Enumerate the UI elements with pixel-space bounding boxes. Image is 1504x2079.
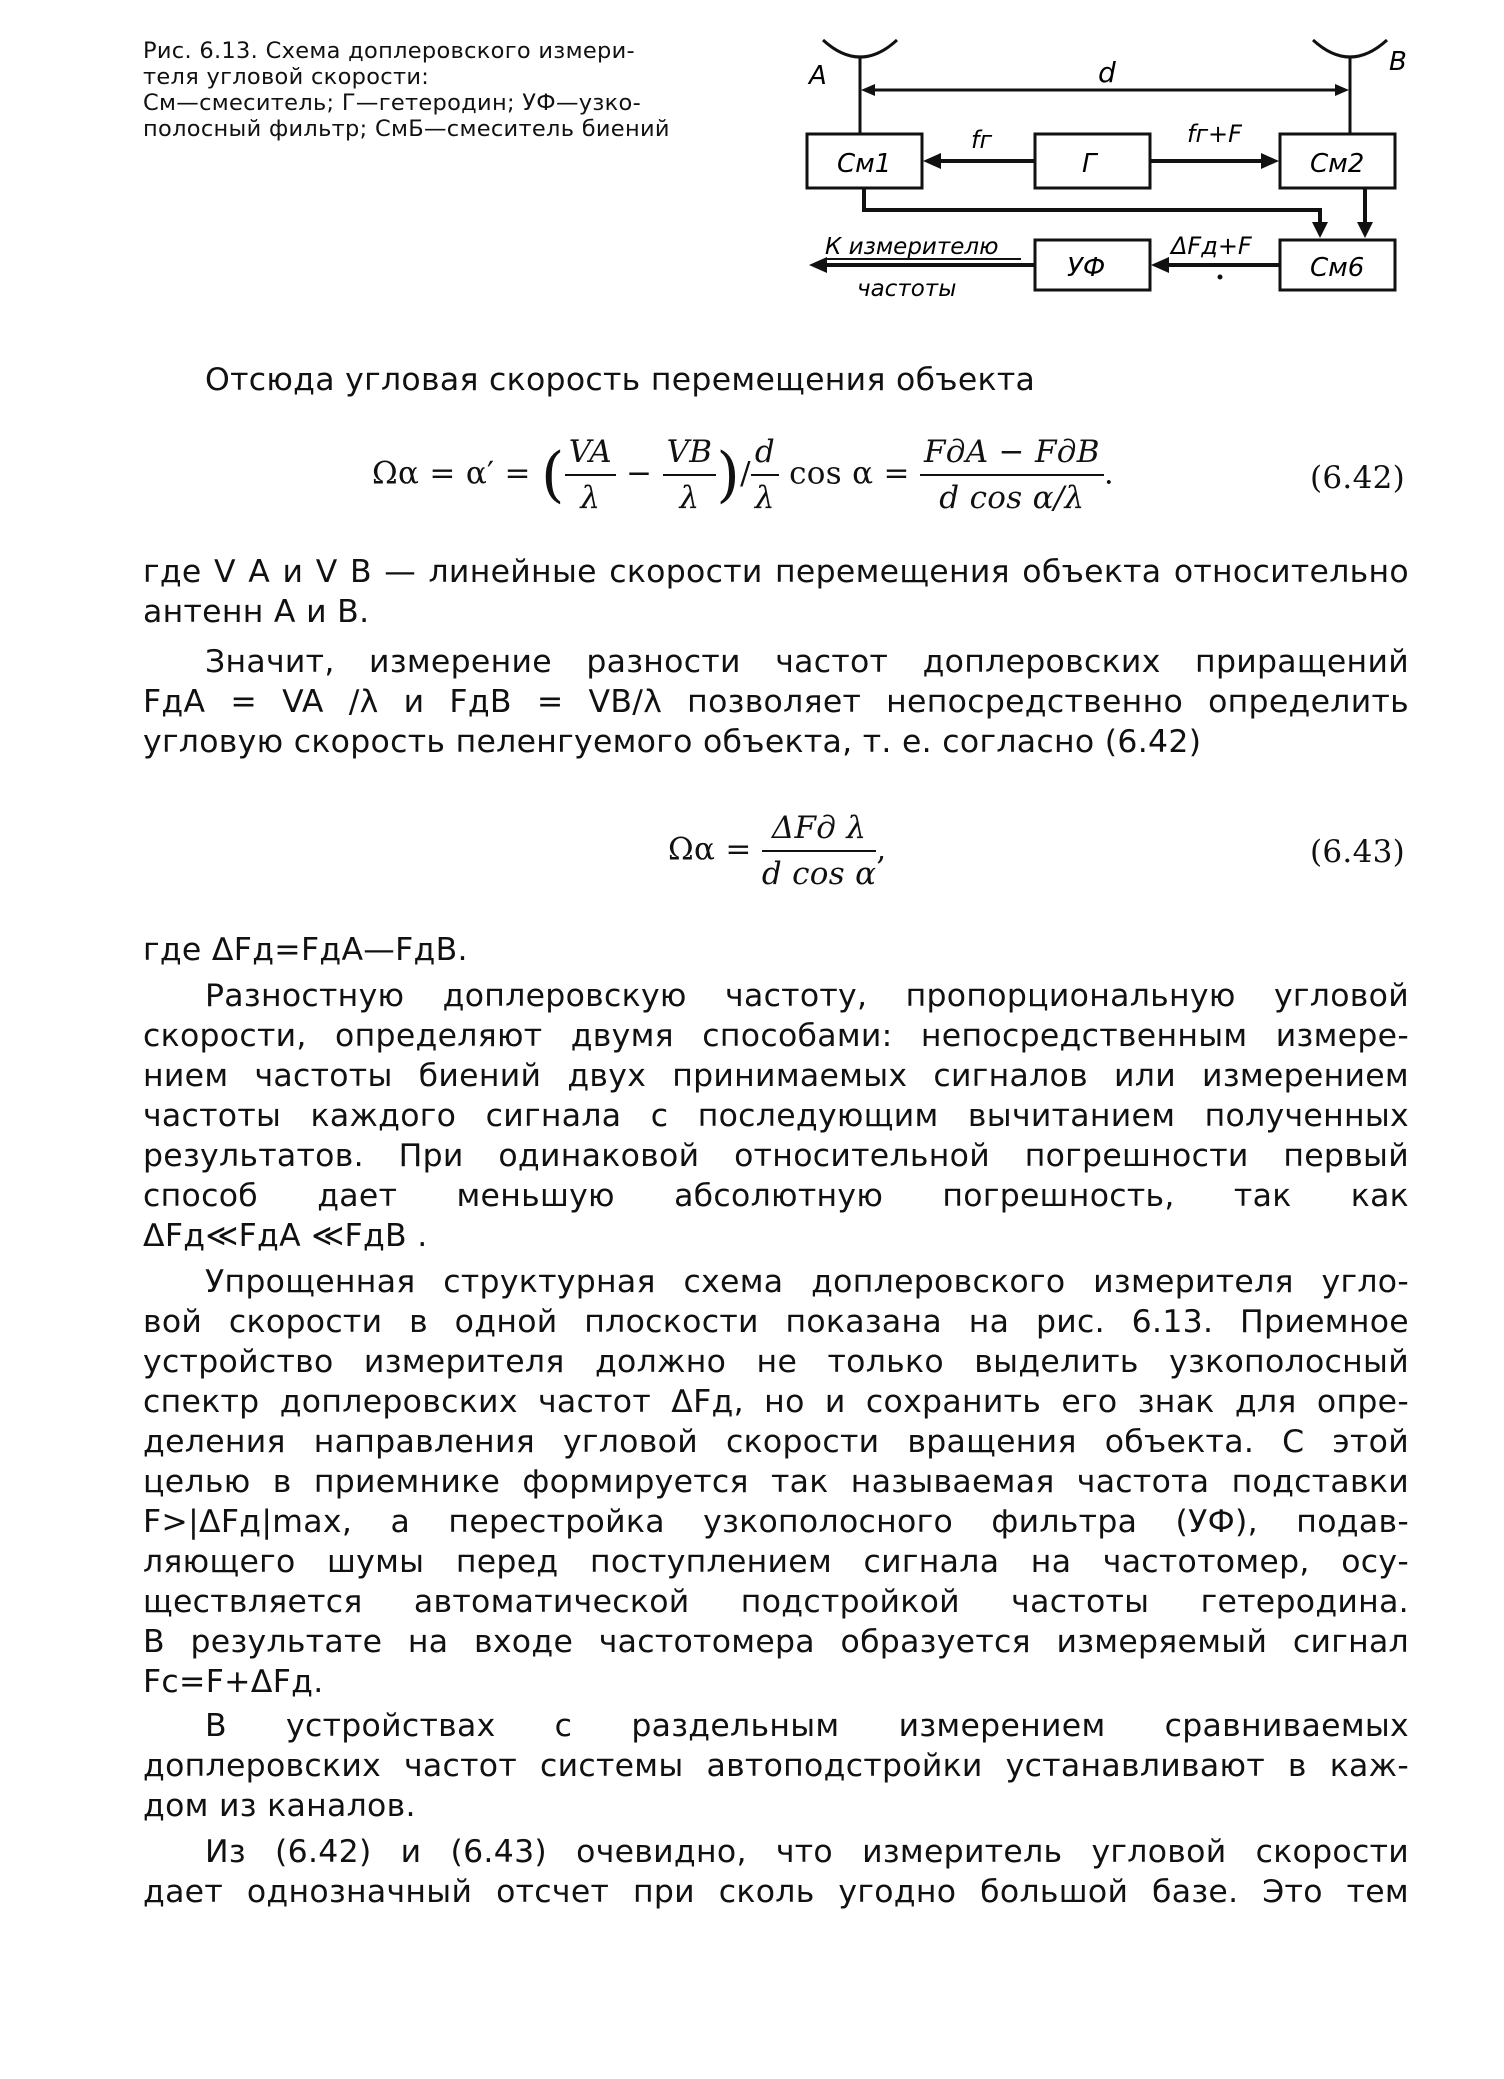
oscillator-label: Г — [1082, 149, 1097, 179]
paragraph-line: деления направления угловой скорости вращения объекта. С этой — [143, 1424, 1409, 1460]
equation-6-42: Ωα = α′ = ( $\frac{VA}{\lambda}$ − $\frac{VB}{\lambda}$ )/ $\frac{d}{\lambda}$ cos α = $\frac{\text{FдA − FдB}}{\text{d cos α/λ}}$ . — [372, 434, 1114, 516]
paragraph-line: дает однозначный отсчет при сколь угодно большой базе. Это тем — [143, 1874, 1409, 1910]
paragraph-line: дом из каналов. — [143, 1788, 416, 1824]
eq-642-va: VA — [565, 432, 616, 476]
equation-number-6-43: (6.43) — [1310, 834, 1406, 870]
caption-line: Рис. 6.13. Схема доплеровского измери- — [143, 38, 635, 64]
paragraph-line: нием частоты биений двух принимаемых сигналов или измерением — [143, 1058, 1409, 1094]
signal-dfd-plus-f-label: ΔFд+F — [1171, 232, 1252, 260]
signal-fg-plus-f-label: fг+F — [1187, 120, 1242, 148]
eq-643-numerator: ΔFд λ — [762, 808, 877, 852]
eq-642-lambda-1: λ — [580, 480, 601, 516]
paragraph-line: FдA = VA /λ и FдB = VB/λ позволяет непосредственно определить — [143, 684, 1409, 720]
mixer1-label: См1 — [837, 149, 892, 179]
caption-line: теля угловой скорости: — [143, 64, 430, 90]
eq-642-numerator: FдA − FдB — [920, 432, 1104, 476]
eq-642-denominator: d cos α/λ — [939, 480, 1085, 516]
paragraph-line: Упрощенная структурная схема доплеровского измерителя угло- — [205, 1264, 1409, 1300]
paragraph-line: спектр доплеровских частот ΔFд, но и сохранить его знак для опре- — [143, 1384, 1409, 1420]
caption-line: См—смеситель; Г—гетеродин; УФ—узко- — [143, 90, 642, 116]
eq-642-vb: VB — [663, 432, 717, 476]
where-line-3: где ΔFд=FдA—FдB. — [143, 932, 468, 968]
paragraph-line: угловую скорость пеленгуемого объекта, т. е. согласно (6.42) — [143, 724, 1202, 760]
eq-642-minus: − — [626, 455, 653, 492]
mixer2-label: См2 — [1310, 149, 1365, 179]
paragraph-line: устройство измерителя должно не только выделить узкополосный — [143, 1344, 1409, 1380]
base-label: d — [1098, 56, 1116, 89]
beat-mixer-label: См6 — [1310, 253, 1365, 283]
paragraph-line: В результате на входе частотомера образуется измеряемый сигнал — [143, 1624, 1409, 1660]
eq-642-d: d — [751, 432, 779, 476]
paragraph-line: ΔFд≪FдA ≪FдB . — [143, 1218, 428, 1254]
caption-line: полосный фильтр; СмБ—смеситель биений — [143, 116, 670, 142]
output-label-line1: К измерителю — [825, 234, 999, 260]
eq-642-lambda-3: λ — [754, 480, 775, 516]
paragraph-line: целью в приемнике формируется так называемая частота подставки — [143, 1464, 1409, 1500]
antenna-a-label: A — [809, 61, 827, 91]
antenna-b-icon — [1313, 40, 1387, 57]
paragraph-line: способ дает меньшую абсолютную погрешность, так как — [143, 1178, 1409, 1214]
eq-642-dot: . — [1103, 455, 1114, 492]
signal-fg-label: fг — [971, 126, 993, 154]
where-line-2: антенн A и B. — [143, 594, 370, 630]
paragraph-line: ществляется автоматической подстройкой частоты гетеродина. — [143, 1584, 1409, 1620]
where-line-1: где V A и V B — линейные скорости перемещения объекта относительно — [143, 554, 1409, 590]
paragraph-line: доплеровских частот системы автоподстройки устанавливают в каж- — [143, 1748, 1409, 1784]
eq-642-lhs: Ωα = α′ = — [372, 455, 531, 492]
paragraph-line: Из (6.42) и (6.43) очевидно, что измеритель угловой скорости — [205, 1834, 1409, 1870]
eq-642-slash: / — [740, 455, 751, 492]
eq-643-comma: , — [876, 831, 887, 868]
paragraph-line: ляющего шумы перед поступлением сигнала на частотомер, осу- — [143, 1544, 1409, 1580]
eq-642-lambda-2: λ — [679, 480, 700, 516]
block-diagram — [795, 22, 1415, 300]
paragraph-line: Fc=F+ΔFд. — [143, 1664, 324, 1700]
paragraph-line: скорости, определяют двумя способами: непосредственным измере- — [143, 1018, 1409, 1054]
eq-643-lhs: Ωα = — [668, 831, 752, 868]
antenna-b-label: B — [1389, 47, 1407, 77]
paragraph-line: Значит, измерение разности частот доплеровских приращений — [205, 644, 1409, 680]
output-label-line2: частоты — [857, 276, 957, 300]
equation-number-6-42: (6.42) — [1310, 460, 1406, 496]
paragraph-intro: Отсюда угловая скорость перемещения объекта — [205, 362, 1036, 398]
paragraph-line: F>|ΔFд|max, а перестройка узкополосного фильтра (УФ), подав- — [143, 1504, 1409, 1540]
paragraph-line: В устройствах с раздельным измерением сравниваемых — [205, 1708, 1409, 1744]
filter-label: УФ — [1067, 253, 1106, 283]
antenna-a-icon — [823, 40, 897, 57]
figure-caption — [143, 38, 743, 142]
eq-643-denominator: d cos α — [761, 856, 877, 892]
paragraph-line: частоты каждого сигнала с последующим вычитанием полученных — [143, 1098, 1409, 1134]
paragraph-line: вой скорости в одной плоскости показана на рис. 6.13. Приемное — [143, 1304, 1409, 1340]
paragraph-line: результатов. При одинаковой относительной погрешности первый — [143, 1138, 1409, 1174]
paragraph-line: Разностную доплеровскую частоту, пропорциональную угловой — [205, 978, 1409, 1014]
eq-642-cos-mid: cos α = — [789, 455, 910, 492]
equation-6-43 — [668, 808, 887, 894]
